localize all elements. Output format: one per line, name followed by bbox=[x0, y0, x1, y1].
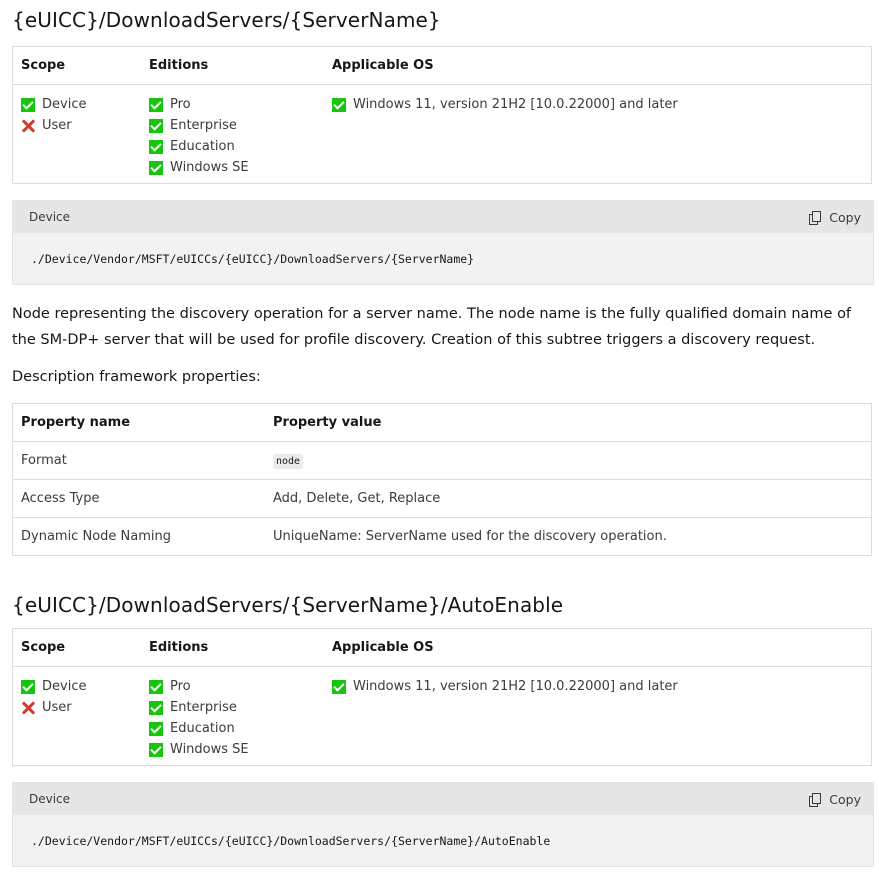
os-header: Applicable OS bbox=[324, 47, 872, 85]
edition-item: Education bbox=[149, 136, 316, 157]
table-row bbox=[13, 442, 872, 480]
property-value: Add, Delete, Get, Replace bbox=[265, 480, 872, 518]
check-icon bbox=[149, 98, 163, 112]
copy-icon bbox=[809, 211, 822, 224]
property-value-header: Property value bbox=[265, 404, 872, 442]
property-value: UniqueName: ServerName used for the discovery operation. bbox=[273, 529, 667, 544]
code-content: ./Device/Vendor/MSFT/eUICCs/{eUICC}/DownloadServers/{ServerName} bbox=[13, 233, 873, 284]
edition-item: Pro bbox=[149, 94, 316, 115]
property-name: Dynamic Node Naming bbox=[21, 529, 171, 544]
scope-item: Device bbox=[21, 676, 133, 697]
code-language-label: Device bbox=[29, 792, 71, 806]
os-cell bbox=[324, 667, 872, 766]
scope-cell bbox=[13, 667, 142, 766]
edition-item: Windows SE bbox=[149, 739, 316, 760]
check-icon bbox=[149, 140, 163, 154]
check-icon bbox=[149, 743, 163, 757]
editions-cell bbox=[141, 85, 324, 184]
edition-item: Pro bbox=[149, 676, 316, 697]
description-text: Node representing the discovery operation for a server name. The node name is the fully qualified domain name of the SM-DP+ server that will be used for profile discovery. Creation of this subtree triggers a discovery request. bbox=[12, 306, 852, 348]
code-language-label: Device bbox=[29, 210, 71, 224]
edition-item: Enterprise bbox=[149, 115, 316, 136]
code-header bbox=[13, 201, 873, 233]
scope-item: Device bbox=[21, 94, 133, 115]
edition-item: Education bbox=[149, 718, 316, 739]
editions-cell bbox=[141, 667, 324, 766]
check-icon bbox=[149, 119, 163, 133]
os-item: Windows 11, version 21H2 [10.0.22000] and later bbox=[332, 676, 863, 697]
check-icon bbox=[149, 701, 163, 715]
editions-header: Editions bbox=[141, 47, 324, 85]
properties-table bbox=[12, 403, 872, 556]
check-icon bbox=[149, 722, 163, 736]
scope-item: User bbox=[21, 697, 133, 718]
edition-item: Enterprise bbox=[149, 697, 316, 718]
code-block bbox=[12, 200, 874, 285]
scope-item: User bbox=[21, 115, 133, 136]
inline-code: node bbox=[273, 454, 303, 469]
table-row bbox=[13, 518, 872, 556]
table-row bbox=[13, 480, 872, 518]
os-header: Applicable OS bbox=[324, 629, 872, 667]
cross-icon bbox=[21, 701, 35, 715]
property-name: Access Type bbox=[13, 480, 266, 518]
scope-header: Scope bbox=[13, 47, 142, 85]
editions-header: Editions bbox=[141, 629, 324, 667]
section-heading-autoenable: {eUICC}/DownloadServers/{ServerName}/AutoEnable bbox=[12, 593, 564, 617]
copy-icon bbox=[809, 793, 822, 806]
section-heading-servername: {eUICC}/DownloadServers/{ServerName} bbox=[12, 8, 441, 32]
check-icon bbox=[149, 161, 163, 175]
os-item: Windows 11, version 21H2 [10.0.22000] and later bbox=[332, 94, 863, 115]
cross-icon bbox=[21, 119, 35, 133]
props-title: Description framework properties: bbox=[12, 369, 261, 385]
check-icon bbox=[332, 98, 346, 112]
os-cell bbox=[324, 85, 872, 184]
property-name-header: Property name bbox=[13, 404, 266, 442]
scope-header: Scope bbox=[13, 629, 142, 667]
check-icon bbox=[21, 680, 35, 694]
copy-button[interactable]: Copy bbox=[809, 210, 861, 225]
scope-cell bbox=[13, 85, 142, 184]
check-icon bbox=[332, 680, 346, 694]
code-header bbox=[13, 783, 873, 815]
check-icon bbox=[21, 98, 35, 112]
applicability-table bbox=[12, 46, 872, 184]
copy-button[interactable]: Copy bbox=[809, 792, 861, 807]
property-name: Format bbox=[13, 442, 266, 480]
code-block bbox=[12, 782, 874, 867]
edition-item: Windows SE bbox=[149, 157, 316, 178]
property-value bbox=[265, 442, 872, 480]
applicability-table bbox=[12, 628, 872, 766]
code-content: ./Device/Vendor/MSFT/eUICCs/{eUICC}/DownloadServers/{ServerName}/AutoEnable bbox=[13, 815, 873, 866]
check-icon bbox=[149, 680, 163, 694]
